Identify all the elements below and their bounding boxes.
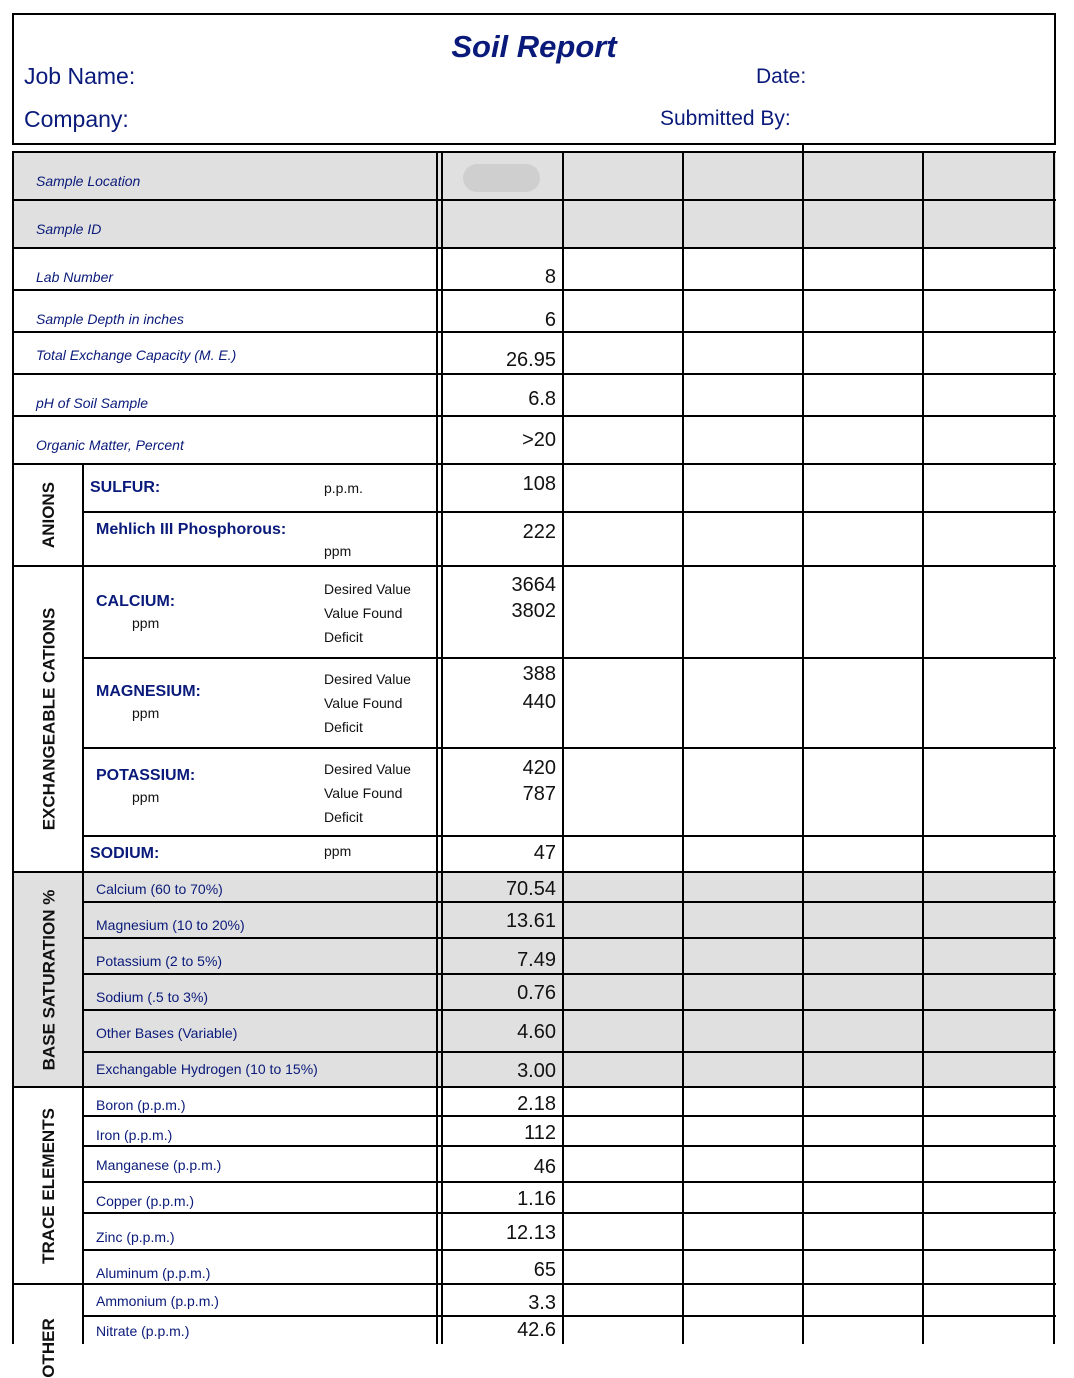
desired-label-calcium: Desired Value	[324, 581, 411, 597]
row-divider	[84, 1315, 1056, 1317]
label-bs-calcium: Calcium (60 to 70%)	[96, 881, 223, 897]
label-manganese: Manganese (p.p.m.)	[96, 1157, 222, 1173]
label-ph: pH of Soil Sample	[36, 395, 149, 411]
row-divider	[84, 973, 1056, 975]
value-aluminum: 65	[533, 1259, 556, 1281]
value-bs-magnesium: 13.61	[505, 910, 556, 932]
found-label-calcium: Value Found	[324, 605, 403, 621]
row-divider	[84, 747, 1056, 749]
value-iron: 112	[524, 1122, 556, 1144]
unit-sulfur: p.p.m.	[324, 480, 363, 496]
label-sodium: SODIUM:	[90, 845, 160, 862]
label-sulfur: SULFUR:	[90, 479, 161, 496]
found-value-potassium: 787	[522, 783, 556, 805]
shaded-block-base-saturation	[14, 872, 1056, 1087]
column-divider	[441, 151, 443, 1344]
label-bs-magnesium: Magnesium (10 to 20%)	[96, 917, 245, 933]
submitted-by-label: Submitted By:	[660, 107, 791, 130]
group-label-anions: ANIONS	[39, 481, 58, 549]
report-header	[12, 13, 1056, 145]
value-total-exchange-capacity: 26.95	[505, 349, 556, 371]
column-divider	[562, 151, 564, 1344]
unit-phosphorous: ppm	[324, 543, 352, 559]
row-divider	[84, 1051, 1056, 1053]
value-organic-matter: >20	[522, 429, 556, 451]
label-bs-potassium: Potassium (2 to 5%)	[96, 953, 223, 969]
desired-label-potassium: Desired Value	[324, 761, 411, 777]
row-divider	[14, 1086, 1056, 1088]
label-potassium: POTASSIUM:	[96, 767, 196, 784]
label-bs-hydrogen: Exchangable Hydrogen (10 to 15%)	[96, 1061, 318, 1077]
deficit-label-magnesium: Deficit	[324, 719, 363, 735]
desired-value-calcium: 3664	[511, 574, 556, 596]
label-phosphorous: Mehlich III Phosphorous:	[96, 521, 287, 538]
label-organic-matter: Organic Matter, Percent	[36, 437, 184, 453]
found-value-magnesium: 440	[522, 691, 556, 713]
value-lab-number: 8	[544, 266, 556, 288]
found-label-potassium: Value Found	[324, 785, 403, 801]
deficit-label-potassium: Deficit	[324, 809, 363, 825]
value-bs-other-bases: 4.60	[517, 1021, 556, 1043]
label-aluminum: Aluminum (p.p.m.)	[96, 1265, 211, 1281]
column-divider	[682, 151, 684, 1344]
page-title: Soil Report	[451, 29, 617, 64]
group-label-other: OTHER	[39, 1318, 58, 1378]
label-lab-number: Lab Number	[36, 269, 114, 285]
unit-potassium: ppm	[132, 789, 160, 805]
value-zinc: 12.13	[505, 1222, 556, 1244]
desired-value-magnesium: 388	[522, 663, 556, 685]
label-nitrate: Nitrate (p.p.m.)	[96, 1323, 190, 1339]
found-label-magnesium: Value Found	[324, 695, 403, 711]
value-sodium: 47	[533, 842, 556, 864]
row-divider	[84, 901, 1056, 903]
row-divider	[14, 373, 1056, 375]
label-total-exchange-capacity: Total Exchange Capacity (M. E.)	[36, 347, 237, 363]
value-bs-sodium: 0.76	[517, 982, 556, 1004]
label-copper: Copper (p.p.m.)	[96, 1193, 195, 1209]
row-divider	[84, 1212, 1056, 1214]
value-nitrate: 42.6	[517, 1319, 556, 1341]
row-divider	[84, 1249, 1056, 1251]
row-divider	[14, 199, 1056, 201]
shaded-row-sample-id	[14, 200, 1056, 248]
column-divider	[922, 151, 924, 1344]
label-sample-location: Sample Location	[36, 173, 141, 189]
row-divider	[14, 415, 1056, 417]
label-calcium: CALCIUM:	[96, 593, 176, 610]
group-label-base-saturation: BASE SATURATION %	[39, 889, 58, 1070]
label-ammonium: Ammonium (p.p.m.)	[96, 1293, 219, 1309]
label-iron: Iron (p.p.m.)	[96, 1127, 173, 1143]
value-bs-calcium: 70.54	[505, 878, 556, 900]
group-label-exchangeable-cations: EXCHANGEABLE CATIONS	[39, 607, 58, 831]
value-bs-hydrogen: 3.00	[517, 1060, 556, 1082]
label-zinc: Zinc (p.p.m.)	[96, 1229, 175, 1245]
value-boron: 2.18	[517, 1093, 556, 1115]
date-label: Date:	[756, 65, 807, 88]
row-divider	[84, 1009, 1056, 1011]
company-label: Company:	[24, 106, 129, 132]
value-bs-potassium: 7.49	[517, 949, 556, 971]
unit-sodium: ppm	[324, 843, 352, 859]
row-divider	[14, 247, 1056, 249]
label-bs-sodium: Sodium (.5 to 3%)	[96, 989, 209, 1005]
row-divider	[14, 1283, 1056, 1285]
job-name-label: Job Name:	[24, 63, 136, 89]
unit-magnesium: ppm	[132, 705, 160, 721]
label-magnesium: MAGNESIUM:	[96, 683, 201, 700]
value-sample-depth: 6	[544, 309, 556, 331]
row-divider	[14, 871, 1056, 873]
column-divider	[1053, 151, 1055, 1344]
row-divider	[84, 1115, 1056, 1117]
group-label-trace-elements: TRACE ELEMENTS	[39, 1107, 58, 1264]
value-phosphorous: 222	[522, 521, 556, 543]
deficit-label-calcium: Deficit	[324, 629, 363, 645]
label-boron: Boron (p.p.m.)	[96, 1097, 186, 1113]
label-sample-depth: Sample Depth in inches	[36, 311, 184, 327]
value-copper: 1.16	[517, 1188, 556, 1210]
value-manganese: 46	[533, 1156, 556, 1178]
row-divider	[14, 151, 1056, 153]
row-divider	[84, 835, 1056, 837]
column-divider	[802, 143, 804, 1344]
redacted-value	[463, 164, 540, 192]
column-divider	[436, 151, 438, 1344]
value-ph: 6.8	[528, 388, 556, 410]
desired-value-potassium: 420	[522, 757, 556, 779]
row-divider	[14, 565, 1056, 567]
label-sample-id: Sample ID	[36, 221, 102, 237]
value-sulfur: 108	[522, 473, 556, 495]
unit-calcium: ppm	[132, 615, 160, 631]
row-divider	[84, 511, 1056, 513]
row-divider	[84, 1145, 1056, 1147]
row-divider	[14, 289, 1056, 291]
label-bs-other-bases: Other Bases (Variable)	[96, 1025, 238, 1041]
row-divider	[84, 1181, 1056, 1183]
row-divider	[14, 463, 1056, 465]
row-divider	[84, 937, 1056, 939]
desired-label-magnesium: Desired Value	[324, 671, 411, 687]
value-ammonium: 3.3	[528, 1292, 556, 1314]
found-value-calcium: 3802	[511, 600, 556, 622]
row-divider	[84, 657, 1056, 659]
